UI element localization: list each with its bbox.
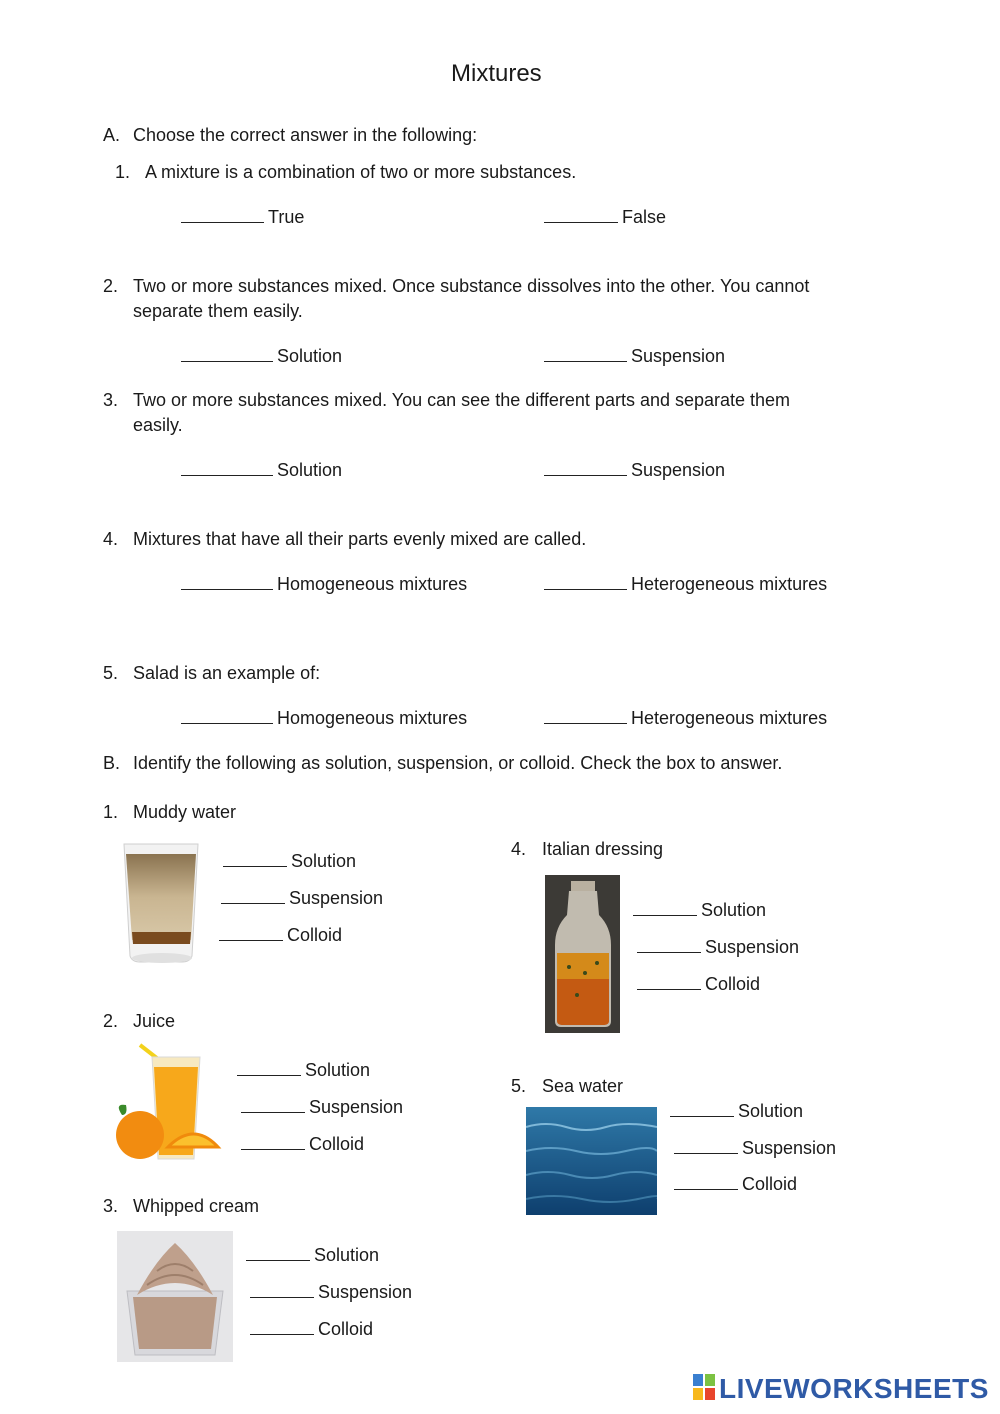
b4-option-suspension[interactable]: [637, 936, 799, 958]
liveworksheets-logo: [693, 1373, 989, 1404]
question-3-text: Two or more substances mixed. You can see the different parts and separate them: [133, 390, 791, 410]
answer-blank[interactable]: [241, 1098, 305, 1113]
option-label: Colloid: [309, 1134, 365, 1154]
answer-blank[interactable]: [250, 1283, 314, 1298]
page-title: Mixtures: [451, 60, 542, 87]
b5-option-solution[interactable]: [670, 1100, 803, 1122]
answer-blank[interactable]: [544, 347, 627, 362]
b4-option-solution[interactable]: [633, 899, 766, 921]
q5-option-homogeneous[interactable]: [181, 707, 467, 729]
b3-option-solution[interactable]: [246, 1244, 379, 1266]
item-3-name: Whipped cream: [133, 1196, 260, 1216]
answer-blank[interactable]: [637, 975, 701, 990]
question-3-text-line2: easily.: [133, 415, 183, 435]
answer-blank[interactable]: [181, 461, 273, 476]
question-4-number: 4.: [103, 529, 119, 549]
b1-option-solution[interactable]: [223, 850, 356, 872]
whipped-cream-image: [117, 1231, 233, 1362]
b1-option-suspension[interactable]: [221, 887, 383, 909]
q3-option-suspension[interactable]: [544, 459, 725, 481]
answer-blank[interactable]: [181, 575, 273, 590]
question-5-number: 5.: [103, 663, 119, 683]
option-label: Suspension: [705, 937, 800, 957]
q4-option-heterogeneous[interactable]: [544, 573, 827, 595]
question-5-text: Salad is an example of:: [133, 663, 321, 683]
answer-blank[interactable]: [544, 208, 618, 223]
answer-blank[interactable]: [246, 1246, 310, 1261]
answer-blank[interactable]: [181, 347, 273, 362]
answer-blank[interactable]: [181, 208, 264, 223]
b3-option-suspension[interactable]: [250, 1281, 412, 1303]
option-label: Solution: [277, 346, 343, 366]
b5-option-colloid[interactable]: [674, 1173, 797, 1195]
option-label: Solution: [291, 851, 357, 871]
section-a-instruction: Choose the correct answer in the following:: [133, 125, 478, 145]
juice-image: [110, 1043, 222, 1170]
option-label: True: [268, 207, 305, 227]
option-label: Suspension: [289, 888, 384, 908]
answer-blank[interactable]: [670, 1102, 734, 1117]
answer-blank[interactable]: [674, 1139, 738, 1154]
answer-blank[interactable]: [637, 938, 701, 953]
option-label: Colloid: [287, 925, 343, 945]
option-label: Colloid: [705, 974, 761, 994]
italian-dressing-image: [545, 875, 620, 1033]
section-b-instruction: Identify the following as solution, suspension, or colloid. Check the box to answer.: [133, 753, 783, 773]
question-4-text: Mixtures that have all their parts evenly mixed are called.: [133, 529, 587, 549]
option-label: Colloid: [318, 1319, 374, 1339]
muddy-water-image: [112, 840, 202, 966]
item-1-number: 1.: [103, 802, 119, 822]
liveworksheets-logo-icon: [693, 1374, 717, 1402]
q5-option-heterogeneous[interactable]: [544, 707, 827, 729]
option-label: Colloid: [742, 1174, 798, 1194]
option-label: Solution: [738, 1101, 804, 1121]
liveworksheets-logo-text: LIVEWORKSHEETS: [719, 1373, 989, 1404]
b5-option-suspension[interactable]: [674, 1137, 836, 1159]
item-5-name: Sea water: [542, 1076, 624, 1096]
option-label: Suspension: [742, 1138, 837, 1158]
q4-option-homogeneous[interactable]: [181, 573, 467, 595]
option-label: Solution: [305, 1060, 371, 1080]
option-label: Solution: [314, 1245, 380, 1265]
question-2-text-line2: separate them easily.: [133, 301, 303, 321]
section-b-label: B.: [103, 753, 121, 773]
q1-option-false[interactable]: [544, 206, 666, 228]
option-label: Suspension: [631, 460, 726, 480]
sea-water-image: [526, 1107, 657, 1215]
option-label: Homogeneous mixtures: [277, 708, 468, 728]
option-label: Suspension: [318, 1282, 413, 1302]
q2-option-suspension[interactable]: [544, 345, 725, 367]
option-label: Solution: [701, 900, 767, 920]
option-label: Suspension: [631, 346, 726, 366]
q3-option-solution[interactable]: [181, 459, 342, 481]
option-label: False: [622, 207, 667, 227]
answer-blank[interactable]: [674, 1175, 738, 1190]
q2-option-solution[interactable]: [181, 345, 342, 367]
answer-blank[interactable]: [544, 575, 627, 590]
question-1-text: A mixture is a combination of two or more substances.: [145, 162, 577, 182]
item-4-name: Italian dressing: [542, 839, 664, 859]
q1-option-true[interactable]: [181, 206, 304, 228]
b2-option-colloid[interactable]: [241, 1133, 364, 1155]
answer-blank[interactable]: [633, 901, 697, 916]
answer-blank[interactable]: [237, 1061, 301, 1076]
b2-option-solution[interactable]: [237, 1059, 370, 1081]
item-5-number: 5.: [511, 1076, 527, 1096]
answer-blank[interactable]: [544, 709, 627, 724]
question-2-number: 2.: [103, 276, 119, 296]
answer-blank[interactable]: [544, 461, 627, 476]
answer-blank[interactable]: [223, 852, 287, 867]
answer-blank[interactable]: [221, 889, 285, 904]
question-2-text: Two or more substances mixed. Once substance dissolves into the other. You cannot: [133, 276, 810, 296]
answer-blank[interactable]: [219, 926, 283, 941]
b4-option-colloid[interactable]: [637, 973, 760, 995]
b1-option-colloid[interactable]: [219, 924, 342, 946]
section-a-label: A.: [103, 125, 121, 145]
question-3-number: 3.: [103, 390, 119, 410]
item-3-number: 3.: [103, 1196, 119, 1216]
question-1-number: 1.: [115, 162, 131, 182]
option-label: Homogeneous mixtures: [277, 574, 468, 594]
b2-option-suspension[interactable]: [241, 1096, 403, 1118]
answer-blank[interactable]: [250, 1320, 314, 1335]
answer-blank[interactable]: [181, 709, 273, 724]
option-label: Suspension: [309, 1097, 404, 1117]
item-1-name: Muddy water: [133, 802, 237, 822]
b3-option-colloid[interactable]: [250, 1318, 373, 1340]
item-2-number: 2.: [103, 1011, 119, 1031]
option-label: Heterogeneous mixtures: [631, 574, 828, 594]
option-label: Solution: [277, 460, 343, 480]
item-2-name: Juice: [133, 1011, 176, 1031]
item-4-number: 4.: [511, 839, 527, 859]
option-label: Heterogeneous mixtures: [631, 708, 828, 728]
answer-blank[interactable]: [241, 1135, 305, 1150]
